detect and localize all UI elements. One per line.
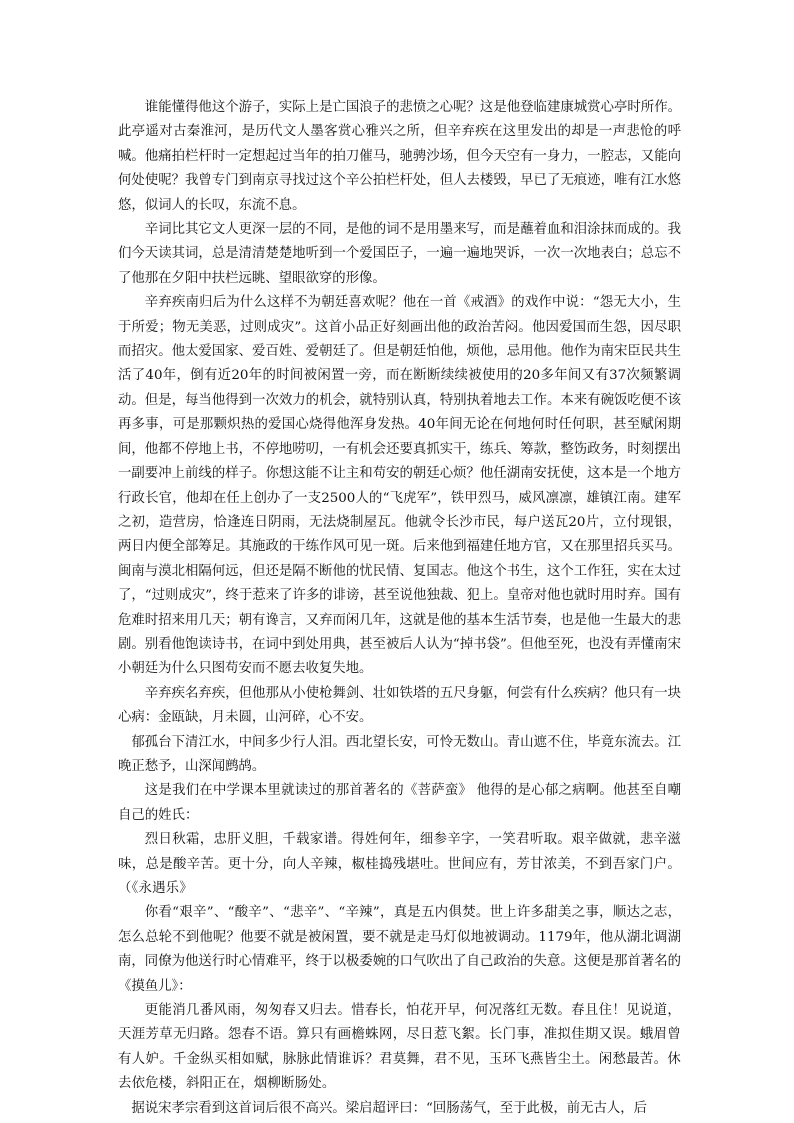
document-body — [118, 96, 681, 1121]
paragraph-5: 这是我们在中学课本里就读过的那首著名的《菩萨蛮》 他得的是心郁之病啊。他甚至自嘲自己的姓氏： — [118, 783, 681, 823]
paragraph-3: 辛弃疾南归后为什么这样不为朝廷喜欢呢？他在一首《戒酒》的戏作中说：“怨无大小，生于所爱；物无美恶，过则成灾”。这首小品正好刻画出他的政治苦闷。他因爱国而生怨，因尽职而招灾。他太爱国家、爱百姓、爱朝廷了。但是朝廷怕他，烦他，忌用他。他作为南宋臣民共生活了40年，倒有近20年的时间被闲置一旁，而在断断续续被使用的20多年间又有37次频繁调动。但是，每当他得到一次效力的机会，就特别认真，特别执着地去工作。本来有碗饭吃便不该再多事，可是那颗炽热的爱国心烧得他浑身发热。40年间无论在何地何时任何职，甚至赋闲期间，他都不停地上书，不停地唠叨，一有机会还要真抓实干，练兵、筹款，整饬政务，时刻摆出一副要冲上前线的样子。你想这能不让主和苟安的朝廷心烦？他任湖南安抚使，这本是一个地方行政长官，他却在任上创办了一支2500人的“飞虎军”，铁甲烈马，威风凛凛，雄镇江南。建军之初，造营房，恰逢连日阴雨，无法烧制屋瓦。他就令长沙市民，每户送瓦20片，立付现银，两日内便全部筹足。其施政的干练作风可见一斑。后来他到福建任地方官，又在那里招兵买马。闽南与漠北相隔何远，但还是隔不断他的忧民情、复国志。他这个书生，这个工作狂，实在太过了，“过则成灾”，终于惹来了许多的诽谤，甚至说他独裁、犯上。皇帝对他也就时用时弃。国有危难时招来用几天；朝有谗言，又弃而闲几年，这就是他的基本生活节奏，也是他一生最大的悲剧。别看他饱读诗书，在词中到处用典，甚至被后人认为“掉书袋”。但他至死，也没有弄懂南宋小朝廷为什么只图苟安而不愿去收复失地。 — [118, 295, 681, 677]
paragraph-1: 谁能懂得他这个游子，实际上是亡国浪子的悲愤之心呢？这是他登临建康城赏心亭时所作。此亭遥对古秦淮河，是历代文人墨客赏心雅兴之所，但辛弃疾在这里发出的却是一声悲怆的呼喊。他痛拍栏杆时一定想起过当年的拍刀催马，驰骋沙场，但今天空有一身力，一腔志，又能向何处使呢？我曾专门到南京寻找过这个辛公拍栏杆处，但人去楼毁，早已了无痕迹，唯有江水悠悠，似词人的长叹，东流不息。 — [118, 100, 681, 213]
poem-pusaman: 郁孤台下清江水，中间多少行人泪。西北望长安，可怜无数山。青山遮不住，毕竟东流去。江晚正愁予，山深闻鹧鸪。 — [118, 734, 681, 774]
paragraph-7: 据说宋孝宗看到这首词后很不高兴。梁启超评曰：“回肠荡气，至于此极，前无古人，后 — [131, 1100, 648, 1116]
poem-yongyule: 烈日秋霜，忠肝义胆，千载家谱。得姓何年，细参辛字，一笑君听取。艰辛做就，悲辛滋味，总是酸辛苦。更十分，向人辛辣，椒桂捣残堪吐。世间应有，芳甘浓美，不到吾家门户。 （《永遇乐》 — [118, 832, 681, 896]
paragraph-2: 辛词比其它文人更深一层的不同，是他的词不是用墨来写，而是蘸着血和泪涂抹而成的。我们今天读其词，总是清清楚楚地听到一个爱国臣子，一遍一遍地哭诉，一次一次地表白；总忘不了他那在夕阳中扶栏远眺、望眼欲穿的形像。 — [118, 222, 681, 286]
poem-moyuer: 更能消几番风雨，匆匆春又归去。惜春长，怕花开早，何况落红无数。春且住！见说道，天涯芳草无归路。怨春不语。算只有画檐蛛网，尽日惹飞絮。长门事，准拟佳期又误。蛾眉曾有人妒。千金纵买相如赋，脉脉此情谁诉？君莫舞，君不见，玉环飞燕皆尘土。闲愁最苦。休去依危楼，斜阳正在，烟柳断肠处。 — [118, 1003, 681, 1092]
paragraph-4: 辛弃疾名弃疾，但他那从小使枪舞剑、壮如铁塔的五尺身躯，何尝有什么疾病？他只有一块心病：金瓯缺，月未圆，山河碎，心不安。 — [118, 685, 681, 726]
paragraph-6: 你看“艰辛”、“酸辛”、“悲辛”、“辛辣”，真是五内俱焚。世上许多甜美之事，顺达之志，怎么总轮不到他呢？他要不就是被闲置，要不就是走马灯似地被调动。1179年，他从湖北调湖南，同僚为他送行时心情难平，终于以极委婉的口气吹出了自己政治的失意。这便是那首著名的《摸鱼儿》： — [118, 905, 681, 994]
